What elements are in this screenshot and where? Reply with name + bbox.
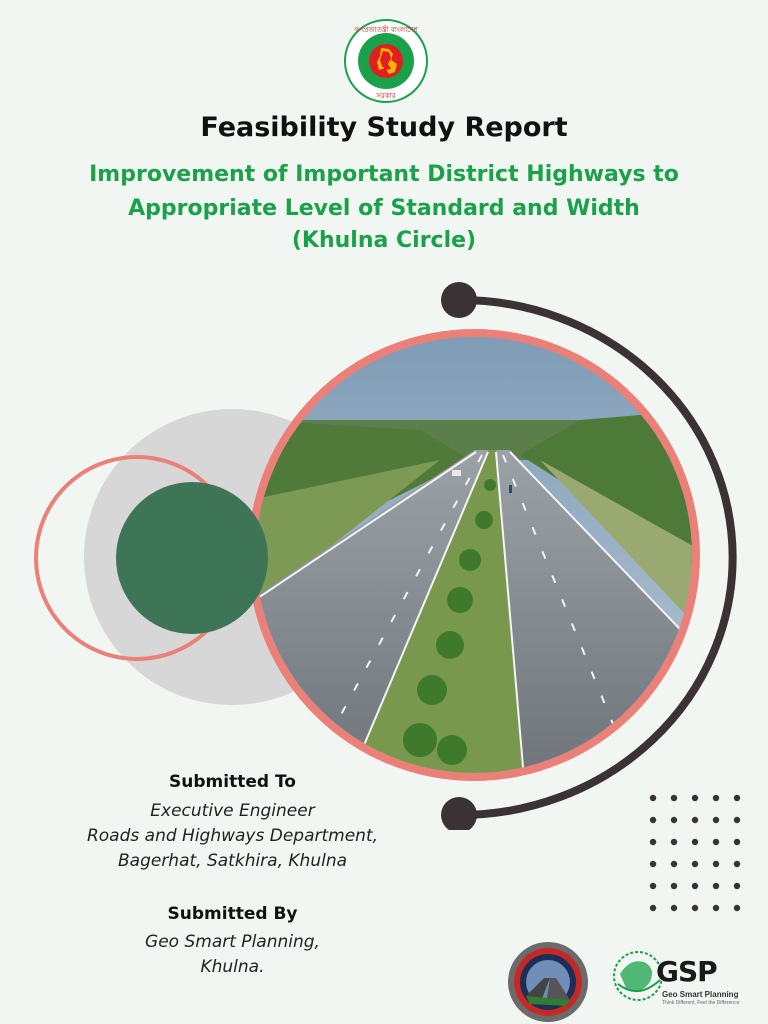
- decor-dot: [713, 795, 719, 801]
- decor-dot: [650, 905, 656, 911]
- submitted-to-heading: Submitted To: [169, 772, 296, 792]
- decor-dot: [734, 883, 740, 889]
- decor-dot: [671, 861, 677, 867]
- decor-dot: [713, 883, 719, 889]
- decor-dot: [713, 905, 719, 911]
- decor-dot: [650, 839, 656, 845]
- gsp-logo-text: GSP: [656, 955, 717, 988]
- decor-dot: [671, 795, 677, 801]
- seal-top-text: গণপ্রজাতন্ত্রী বাংলাদেশ: [354, 26, 418, 34]
- gsp-logo-name: Geo Smart Planning: [662, 990, 739, 999]
- cover-graphic: [0, 270, 768, 830]
- decor-dot: [650, 795, 656, 801]
- decor-dot: [734, 839, 740, 845]
- decor-dot: [692, 817, 698, 823]
- dot-grid-decoration: [645, 790, 765, 940]
- decor-dot: [692, 839, 698, 845]
- rhd-logo: [506, 940, 590, 1024]
- submitted-to-line: Bagerhat, Satkhira, Khulna: [117, 851, 348, 871]
- decor-dot: [713, 861, 719, 867]
- decor-dot: [692, 905, 698, 911]
- decor-dot: [692, 795, 698, 801]
- decor-dot: [734, 905, 740, 911]
- decor-dot: [671, 817, 677, 823]
- report-title: Feasibility Study Report: [200, 112, 568, 143]
- subtitle-line-1: Improvement of Important District Highways to: [89, 162, 679, 187]
- decor-dot: [650, 861, 656, 867]
- decor-dot: [650, 883, 656, 889]
- submitted-by-line: Khulna.: [200, 957, 265, 977]
- decor-dot: [692, 883, 698, 889]
- submitted-to-line: Roads and Highways Department,: [86, 826, 379, 846]
- gsp-logo-tagline: Think Different, Feel the Difference: [662, 1000, 740, 1006]
- submitted-to-line: Executive Engineer: [150, 801, 315, 821]
- subtitle-line-3: (Khulna Circle): [291, 228, 477, 253]
- submitted-by-heading: Submitted By: [167, 904, 298, 924]
- subtitle-line-2: Appropriate Level of Standard and Width: [128, 196, 640, 221]
- decor-dot: [713, 839, 719, 845]
- decor-dot: [734, 795, 740, 801]
- arc-end-dot-top: [441, 282, 477, 318]
- decor-dot: [671, 883, 677, 889]
- green-circle: [116, 482, 268, 634]
- decor-dot: [713, 817, 719, 823]
- submitted-by-line: Geo Smart Planning,: [145, 932, 320, 952]
- decor-dot: [671, 905, 677, 911]
- decor-dot: [671, 839, 677, 845]
- decor-dot: [734, 817, 740, 823]
- decor-dot: [692, 861, 698, 867]
- decor-dot: [650, 817, 656, 823]
- seal-bottom-text: সরকার: [376, 92, 396, 100]
- decor-dot: [734, 861, 740, 867]
- government-seal-logo: [343, 18, 429, 104]
